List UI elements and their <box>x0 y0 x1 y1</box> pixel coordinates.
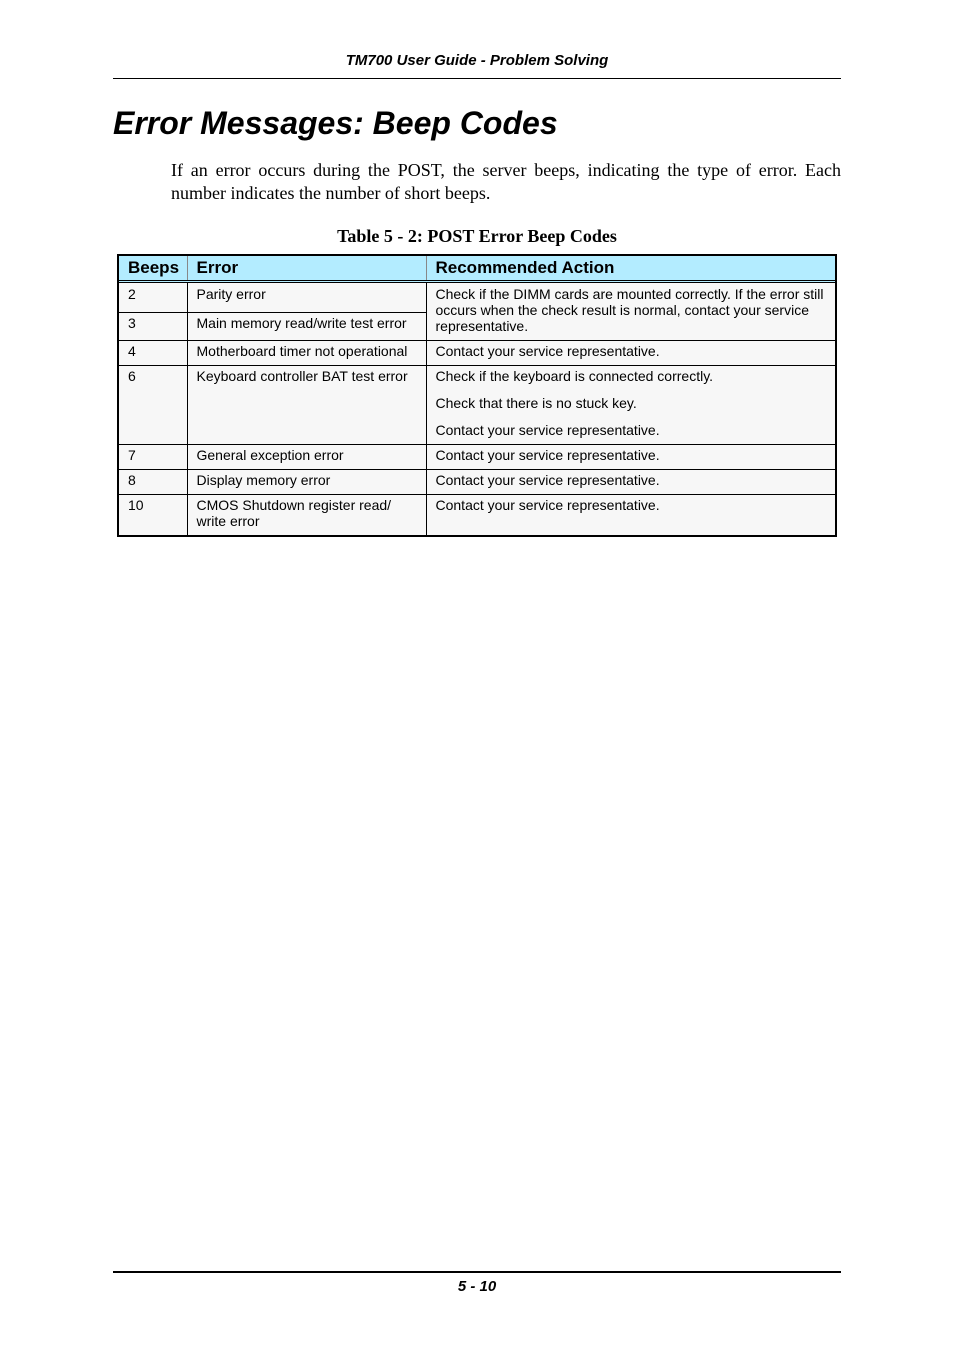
error-cell: Parity error <box>187 282 426 313</box>
section-title: Error Messages: Beep Codes <box>113 105 558 141</box>
intro-paragraph: If an error occurs during the POST, the server beeps, indicating the type of error. Each number indicates the number of short beeps. <box>171 160 841 203</box>
beeps-cell: 10 <box>119 495 187 536</box>
table-caption: Table 5 - 2: POST Error Beep Codes <box>337 226 617 246</box>
action-text: Contact your service representative. <box>435 343 660 359</box>
beep-codes-table-frame <box>117 254 837 537</box>
beeps-cell: 8 <box>119 470 187 495</box>
table-row <box>119 495 835 536</box>
beep-codes-table <box>119 256 835 535</box>
beeps-cell: 4 <box>119 341 187 366</box>
action-cell <box>426 282 835 341</box>
beeps-cell: 3 <box>119 312 187 340</box>
table-row <box>119 470 835 495</box>
action-text: Contact your service representative. <box>435 497 660 513</box>
action-text: Check if the DIMM cards are mounted correctly. If the error still occurs when the check result is normal, contact your service representative. <box>435 286 824 334</box>
error-cell: CMOS Shutdown register read/ write error <box>187 495 426 536</box>
running-header: TM700 User Guide - Problem Solving <box>345 52 609 69</box>
beeps-cell: 7 <box>119 445 187 470</box>
beeps-cell: 6 <box>119 366 187 445</box>
error-cell: General exception error <box>187 445 426 470</box>
footer-rule <box>113 1271 841 1273</box>
error-cell: Display memory error <box>187 470 426 495</box>
action-cell <box>426 495 835 536</box>
column-header-action: Recommended Action <box>426 256 835 282</box>
table-row <box>119 282 835 313</box>
action-text: Check if the keyboard is connected correctly. <box>435 368 714 384</box>
action-cell <box>426 445 835 470</box>
action-cell <box>426 366 835 445</box>
column-header-beeps: Beeps <box>119 256 187 282</box>
table-header-row <box>119 256 835 282</box>
table-row <box>119 341 835 366</box>
table-row <box>119 445 835 470</box>
error-cell: Motherboard timer not operational <box>187 341 426 366</box>
beeps-cell: 2 <box>119 282 187 313</box>
action-cell <box>426 470 835 495</box>
header-rule <box>113 78 841 79</box>
action-text: Contact your service representative. <box>435 472 660 488</box>
column-header-error: Error <box>187 256 426 282</box>
error-cell: Keyboard controller BAT test error <box>187 366 426 445</box>
action-text: Contact your service representative. <box>435 447 660 463</box>
action-text: Contact your service representative. <box>435 422 660 438</box>
error-cell: Main memory read/write test error <box>187 312 426 340</box>
action-cell <box>426 341 835 366</box>
table-row <box>119 366 835 445</box>
page-number: 5 - 10 <box>457 1278 497 1295</box>
action-text: Check that there is no stuck key. <box>435 395 637 411</box>
